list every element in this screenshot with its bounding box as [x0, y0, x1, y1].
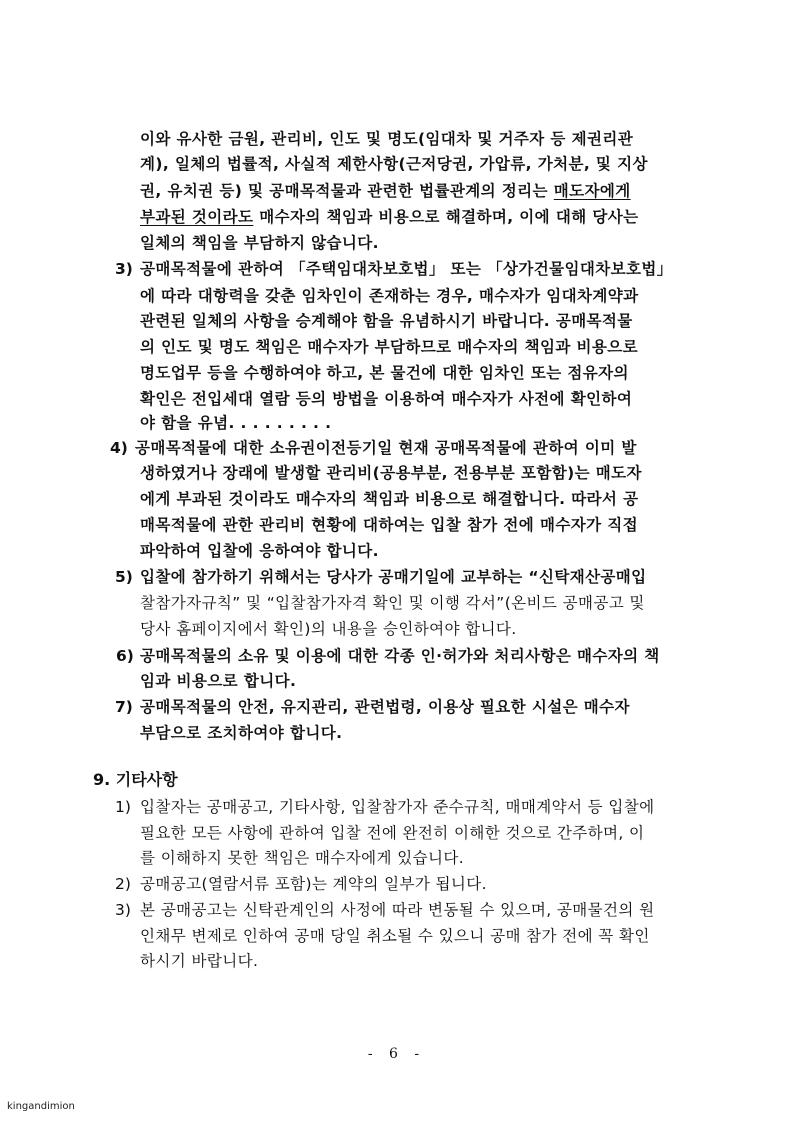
text-line: 임과 비용으로 합니다. — [140, 672, 297, 690]
text-line: 하시기 바랍니다. — [140, 952, 259, 970]
list-marker: 5) — [115, 568, 133, 586]
text-line: 필요한 모든 사항에 관하여 입찰 전에 완전히 이해한 것으로 간주하며, 이 — [140, 824, 645, 842]
text-line: 명도업무 등을 수행하여야 하고, 본 물건에 대한 임차인 또는 점유자의 — [140, 364, 629, 382]
text-span: 권, 유치권 등) 및 공매목적물과 관련한 법률관계의 정리는 — [140, 182, 548, 200]
list-marker: 3) — [115, 901, 131, 919]
text-line — [140, 207, 639, 227]
text-line: 입찰자는 공매공고, 기타사항, 입찰참가자 준수규칙, 매매계약서 등 입찰에 — [140, 798, 655, 816]
text-line: 공매목적물의 소유 및 이용에 대한 각종 인·허가와 처리사항은 매수자의 책 — [140, 647, 660, 665]
text-line: 이와 유사한 금원, 관리비, 인도 및 명도(임대차 및 거주자 등 제권리관 — [140, 130, 634, 148]
list-marker: 4) — [110, 439, 128, 457]
text-line: 당사 홈페이지에서 확인)의 내용을 승인하여야 합니다. — [140, 620, 517, 638]
text-line: 찰참가자규칙” 및 “입찰참가자격 확인 및 이행 각서”(온비드 공매공고 및 — [140, 594, 645, 612]
text-line: 입찰에 참가하기 위해서는 당사가 공매기일에 교부하는 “신탁재산공매입 — [140, 568, 647, 586]
text-line: 공매공고(열람서류 포함)는 계약의 일부가 됩니다. — [140, 875, 487, 893]
list-marker: 1) — [115, 798, 131, 816]
list-marker: 3) — [115, 260, 133, 278]
underlined-text: 부과된 것이라도 — [140, 208, 254, 226]
text-line: 일체의 책임을 부담하지 않습니다. — [140, 234, 379, 252]
list-marker: 7) — [115, 698, 133, 716]
text-line: 확인은 전입세대 열람 등의 방법을 이용하여 매수자가 사전에 확인하여 — [140, 390, 633, 408]
list-marker: 2) — [115, 875, 131, 893]
text-line: 공매목적물에 대한 소유권이전등기일 현재 공매목적물에 관하여 이미 발 — [135, 439, 637, 457]
text-line — [140, 181, 631, 201]
text-span: 매수자의 책임과 비용으로 해결하며, 이에 대해 당사는 — [253, 208, 639, 226]
text-line: 관련된 일체의 사항을 승계해야 함을 유념하시기 바랍니다. 공매목적물 — [140, 312, 633, 330]
text-line: 부담으로 조치하여야 합니다. — [140, 724, 343, 742]
text-line: 에 따라 대항력을 갖춘 임차인이 존재하는 경우, 매수자가 임대차계약과 — [140, 287, 639, 305]
list-marker: 6) — [116, 647, 134, 665]
watermark: kingandimion — [7, 1101, 75, 1112]
underlined-text: 매도자에게 — [553, 182, 631, 200]
text-line: 의 인도 및 명도 책임은 매수자가 부담하므로 매수자의 책임과 비용으로 — [140, 338, 638, 356]
text-line: 본 공매공고는 신탁관계인의 사정에 따라 변동될 수 있으며, 공매물건의 원 — [140, 901, 655, 919]
text-line: 공매목적물의 안전, 유지관리, 관련법령, 이용상 필요한 시설은 매수자 — [140, 698, 630, 716]
text-line: 매목적물에 관한 관리비 현황에 대하여는 입찰 참가 전에 매수자가 직접 — [140, 516, 638, 534]
text-line: 를 이해하지 못한 책임은 매수자에게 있습니다. — [140, 849, 465, 867]
text-line: 공매목적물에 관하여 「주택임대차보호법」 또는 「상가건물임대차보호법」 — [140, 260, 673, 278]
text-line: 에게 부과된 것이라도 매수자의 책임과 비용으로 해결합니다. 따라서 공 — [140, 490, 639, 508]
page-number: - 6 - — [367, 1046, 426, 1062]
text-line: 생하였거나 장래에 발생할 관리비(공용부분, 전용부분 포함함)는 매도자 — [140, 464, 642, 482]
section-heading: 9. 기타사항 — [93, 770, 178, 789]
text-line: 파악하여 입찰에 응하여야 합니다. — [140, 542, 379, 560]
text-line: 야 함을 유념. . . . . . . . . — [140, 414, 332, 432]
text-line: 계), 일체의 법률적, 사실적 제한사항(근저당권, 가압류, 가처분, 및 지상 — [140, 155, 648, 173]
text-line: 인채무 변제로 인하여 공매 당일 취소될 수 있으니 공매 참가 전에 꼭 확인 — [140, 927, 650, 945]
